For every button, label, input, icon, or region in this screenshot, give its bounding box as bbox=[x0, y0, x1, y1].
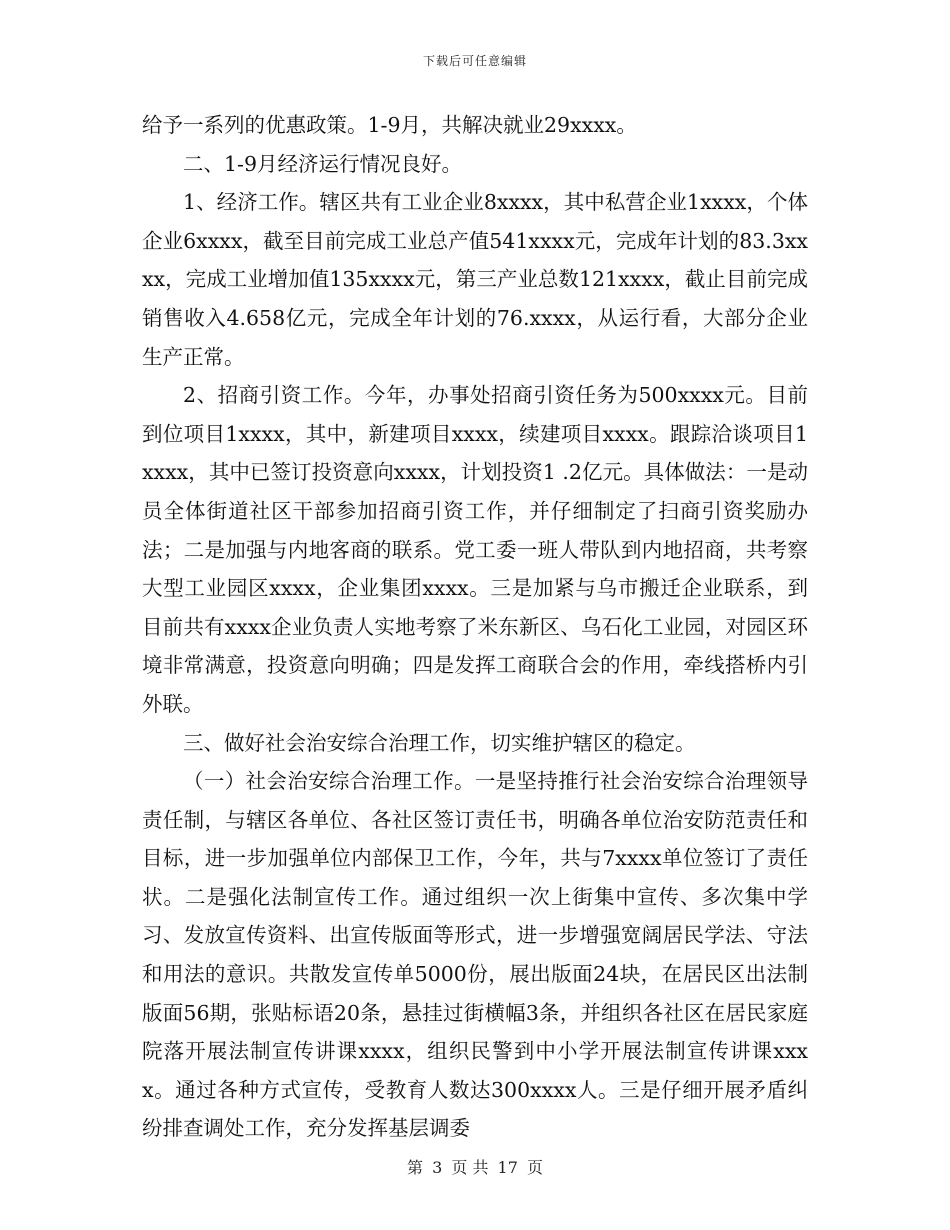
footer-total-pages: 17 bbox=[497, 1158, 518, 1177]
section-heading: 三、做好社会治安综合治理工作，切实维护辖区的稳定。 bbox=[183, 730, 696, 755]
paragraph: 1、经济工作。辖区共有工业企业8xxxx，其中私营企业1xxxx，个体企业6xxxx，截至目前完成工业总产值541xxxx元，完成年计划的83.3xxxx，完成工业增加值135xxxx元，第三产业总数121xxxx，截止目前完成销售收入4.658亿元，完成全年计划的76.xxxx，从运行看，大部分企业生产正常。 bbox=[142, 190, 808, 369]
paragraph: 2、招商引资工作。今年，办事处招商引资任务为500xxxx元。目前到位项目1xxxx，其中，新建项目xxxx，续建项目xxxx。跟踪洽谈项目1xxxx，其中已签订投资意向xxxx，计划投资1 .2亿元。具体做法：一是动员全体街道社区干部参加招商引资工作，并仔细制定了扫商引资奖励办法；二是加强与内地客商的联系。党工委一班人带队到内地招商，共考察大型工业园区xxxx，企业集团xxxx。三是加紧与乌市搬迁企业联系，到目前共有xxxx企业负责人实地考察了米东新区、乌石化工业园，对园区环境非常满意，投资意向明确；四是发挥工商联合会的作用，牵线搭桥内引外联。 bbox=[142, 383, 808, 716]
footer-prefix: 第 bbox=[406, 1158, 423, 1177]
paragraph: （一）社会治安综合治理工作。一是坚持推行社会治安综合治理领导责任制，与辖区各单位、各社区签订责任书，明确各单位治安防范责任和目标，进一步加强单位内部保卫工作，今年，共与7xxxx单位签订了责任状。二是强化法制宣传工作。通过组织一次上街集中宣传、多次集中学习、发放宣传资料、出宣传版面等形式，进一步增强宽阔居民学法、守法和用法的意识。共散发宣传单5000份，展出版面24块，在居民区出法制版面56期，张贴标语20条，悬挂过街横幅3条，并组织各社区在居民家庭院落开展法制宣传讲课xxxx，组织民警到中小学开展法制宣传讲课xxxx。通过各种方式宣传，受教育人数达300xxxx人。三是仔细开展矛盾纠纷排查调处工作，充分发挥基层调委 bbox=[142, 769, 808, 1141]
document-body bbox=[142, 106, 808, 1148]
page-footer bbox=[0, 1155, 950, 1178]
footer-suffix: 页 bbox=[527, 1158, 544, 1177]
footer-middle: 页 共 bbox=[451, 1158, 489, 1177]
paragraph: 给予一系列的优惠政策。1-9月，共解决就业29xxxx。 bbox=[142, 113, 637, 137]
page-header-note: 下载后可任意编辑 bbox=[422, 54, 527, 68]
section-heading: 二、1-9月经济运行情况良好。 bbox=[183, 151, 463, 176]
footer-page-number: 3 bbox=[432, 1158, 443, 1177]
